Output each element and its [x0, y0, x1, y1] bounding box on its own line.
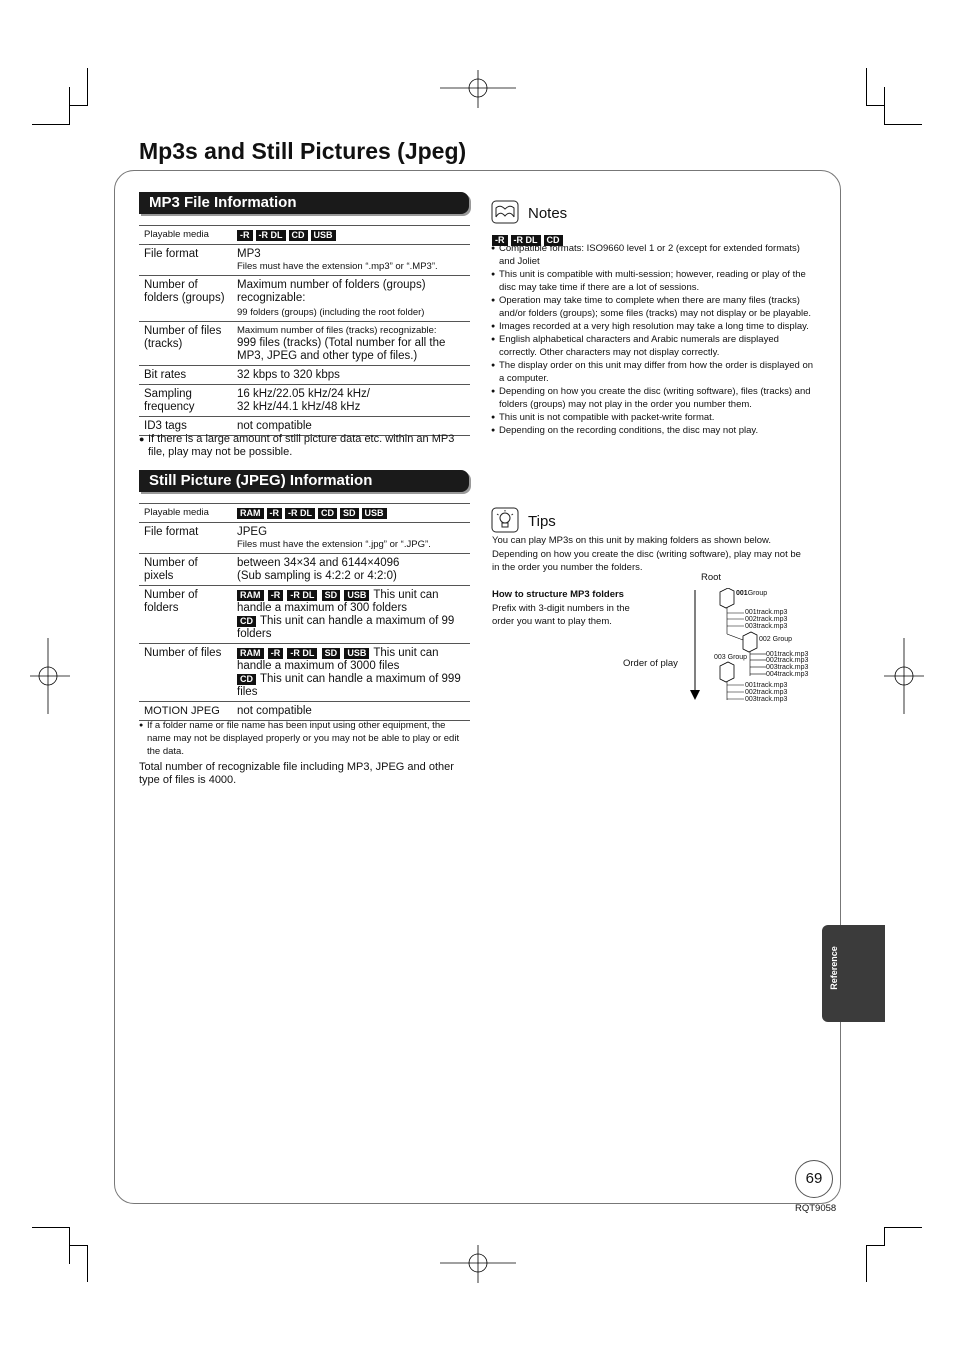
media-tag: -R DL	[287, 648, 317, 659]
tips-lightbulb-icon	[491, 507, 519, 533]
crop-mark	[69, 105, 88, 106]
root-label: Root	[701, 572, 722, 583]
crop-mark	[87, 68, 88, 105]
registration-mark-bottom	[440, 1245, 516, 1285]
media-tag: RAM	[237, 648, 264, 659]
media-tag: -R DL	[256, 230, 286, 241]
media-tag: -R	[268, 648, 284, 659]
playable-media-label: Playable media	[144, 229, 209, 240]
registration-mark-left	[30, 638, 70, 714]
registration-mark-top	[440, 70, 516, 110]
jpeg-info-table	[139, 503, 470, 721]
file-name: 001track.mp3	[766, 651, 809, 658]
file-name: 001track.mp3	[745, 682, 788, 689]
reference-side-tab	[822, 925, 885, 1022]
mp3-section-heading: MP3 File Information	[139, 192, 469, 214]
order-of-play-label: Order of play	[623, 658, 678, 669]
row-value: This unit can handle a maximum of 99 folders	[237, 615, 455, 640]
file-name: 002track.mp3	[745, 689, 788, 696]
crop-mark	[32, 1227, 70, 1228]
file-name: 002track.mp3	[745, 616, 788, 623]
row-label: MOTION JPEG	[144, 705, 220, 717]
mp3-note: ● If there is a large amount of still picture data etc. within an MP3 file, play may not be possible.	[139, 433, 455, 458]
media-tag: USB	[311, 230, 336, 241]
jpeg-section-heading: Still Picture (JPEG) Information	[139, 470, 469, 492]
media-tag: SD	[322, 648, 341, 659]
crop-mark	[866, 68, 867, 105]
table-row	[139, 554, 470, 586]
media-tag: -R	[237, 230, 253, 241]
row-label: Number of folders	[144, 589, 198, 614]
list-item: ● Images recorded at a very high resolution may take a long time to display.	[499, 320, 814, 333]
media-tag: -R DL	[287, 590, 317, 601]
media-tag: USB	[344, 648, 369, 659]
media-tag: CD	[289, 230, 308, 241]
media-tag: -R	[268, 590, 284, 601]
list-item: ● Depending on the recording conditions, the disc may not play.	[499, 424, 814, 437]
file-name: 001track.mp3	[745, 609, 788, 616]
folder-label: 002 Group	[759, 636, 793, 643]
row-value: Maximum number of folders (groups) recognizable:	[237, 279, 426, 304]
crop-mark	[866, 105, 885, 106]
file-name: 002track.mp3	[766, 657, 809, 664]
media-tag: SD	[322, 590, 341, 601]
media-tag: USB	[362, 508, 387, 519]
notes-heading: Notes	[528, 205, 568, 222]
mp3-note-text: If there is a large amount of still picture data etc. within an MP3 file, play may not be possible.	[148, 433, 455, 458]
page-title: Mp3s and Still Pictures (Jpeg)	[139, 138, 467, 164]
media-tag: USB	[344, 590, 369, 601]
tips-text: You can play MP3s on this unit by making folders as shown below. Depending on how you create the disc (writing software), play may not be in the order you number the folders.	[492, 535, 801, 573]
list-item: ● Operation may take time to complete when there are many files (tracks) and/or folders (groups); some files (tracks) may not display or be playable.	[499, 294, 814, 320]
row-label: Sampling frequency	[144, 388, 195, 413]
folder-name: Group	[747, 590, 768, 597]
file-name: 004track.mp3	[766, 671, 809, 678]
row-value: not compatible	[237, 705, 312, 717]
file-name: 003track.mp3	[745, 623, 788, 630]
row-value: MP3	[237, 248, 261, 260]
row-value: 999 files (tracks) (Total number for all the MP3, JPEG and other type of files.)	[237, 337, 446, 362]
media-tag: -R	[267, 508, 283, 519]
media-tag: -R	[492, 235, 508, 246]
folder-label: 003 Group	[714, 654, 748, 661]
crop-mark	[69, 1245, 88, 1246]
table-row	[139, 385, 470, 417]
row-value: (Sub sampling is 4:2:2 or 4:2:0)	[237, 570, 397, 582]
jpeg-note: ● If a folder name or file name has been input using other equipment, the name may not be displayed properly or you may not be able to play or edit the data.	[139, 720, 460, 757]
media-tag: -R DL	[511, 235, 541, 246]
table-row	[139, 644, 470, 702]
document-code: RQT9058	[795, 1203, 837, 1214]
total-files-text: Total number of recognizable file including MP3, JPEG and other type of files is 4000.	[139, 761, 454, 786]
table-row	[139, 226, 470, 245]
row-label: File format	[144, 526, 199, 538]
folder-number: 001	[736, 590, 748, 597]
table-row	[139, 276, 470, 322]
playable-media-tags	[232, 226, 470, 245]
table-row	[139, 322, 470, 366]
side-tab-label: Reference	[828, 946, 839, 990]
crop-mark	[87, 1245, 88, 1282]
crop-mark	[866, 1245, 867, 1282]
playable-media-label: Playable media	[144, 507, 209, 518]
row-label: ID3 tags	[144, 420, 187, 432]
notes-book-icon	[491, 200, 519, 224]
structure-title: How to structure MP3 folders	[492, 589, 624, 600]
row-label: Bit rates	[144, 369, 187, 381]
row-label: Number of files	[144, 647, 222, 659]
table-row	[139, 523, 470, 554]
row-note: Files must have the extension “.mp3” or “.MP3”.	[237, 261, 438, 272]
table-row	[139, 702, 470, 721]
row-label: Number of pixels	[144, 557, 198, 582]
row-note: Files must have the extension “.jpg” or “.JPG”.	[237, 539, 431, 550]
media-tag: CD	[237, 674, 256, 685]
media-tag: RAM	[237, 508, 264, 519]
media-tag: CD	[237, 616, 256, 627]
row-value: 32 kHz/44.1 kHz/48 kHz	[237, 401, 361, 413]
list-item: ● English alphabetical characters and Arabic numerals are displayed correctly. Other characters may not display correctly.	[499, 333, 814, 359]
jpeg-note-text: If a folder name or file name has been input using other equipment, the name may not be displayed properly or you may not be able to play or edit the data.	[147, 720, 460, 757]
table-row	[139, 366, 470, 385]
tips-heading: Tips	[528, 513, 556, 530]
row-value: 16 kHz/22.05 kHz/24 kHz/	[237, 388, 370, 400]
row-value: JPEG	[237, 526, 268, 538]
row-value: not compatible	[237, 420, 312, 432]
media-tag: CD	[544, 235, 563, 246]
table-row	[139, 245, 470, 276]
row-label: Number of files (tracks)	[144, 325, 222, 350]
list-item: ● This unit is compatible with multi-session; however, reading or play of the disc may take time if there are a lot of sessions.	[499, 268, 814, 294]
playable-media-tags	[232, 504, 470, 523]
mp3-info-table	[139, 225, 470, 436]
page-number: 69	[795, 1160, 833, 1198]
list-item: ● Depending on how you create the disc (writing software), files (tracks) and folders (groups) may not play in the order you number them.	[499, 385, 814, 411]
media-tag: RAM	[237, 590, 264, 601]
media-tag: CD	[318, 508, 337, 519]
row-note: 99 folders (groups) (including the root folder)	[237, 307, 425, 318]
crop-mark	[884, 124, 922, 125]
media-tag: -R DL	[285, 508, 315, 519]
file-name: 003track.mp3	[766, 664, 809, 671]
row-value: between 34×34 and 6144×4096	[237, 557, 400, 569]
file-name: 003track.mp3	[745, 696, 788, 703]
row-value: 32 kbps to 320 kbps	[237, 369, 340, 381]
row-label: Number of folders (groups)	[144, 279, 225, 304]
row-note: Maximum number of files (tracks) recognizable:	[237, 325, 437, 336]
crop-mark	[884, 1227, 922, 1228]
crop-mark	[884, 1227, 885, 1246]
list-item: ● This unit is not compatible with packet-write format.	[499, 411, 814, 424]
table-row	[139, 586, 470, 644]
media-tag: SD	[340, 508, 359, 519]
crop-mark	[866, 1245, 885, 1246]
list-item: ● The display order on this unit may differ from how the order is displayed on a computer.	[499, 359, 814, 385]
row-label: File format	[144, 248, 199, 260]
notes-list	[499, 242, 814, 437]
table-row	[139, 504, 470, 523]
list-item: ● Compatible formats: ISO9660 level 1 or 2 (except for extended formats) and Joliet	[499, 242, 814, 268]
row-value: This unit can handle a maximum of 3000 files	[237, 647, 439, 672]
structure-text: Prefix with 3-digit numbers in the order you want to play them.	[492, 603, 630, 627]
row-value: This unit can handle a maximum of 300 folders	[237, 589, 439, 614]
folder-label	[736, 590, 767, 597]
registration-mark-right	[884, 638, 924, 714]
row-value: This unit can handle a maximum of 999 files	[237, 673, 461, 698]
crop-mark	[32, 124, 70, 125]
